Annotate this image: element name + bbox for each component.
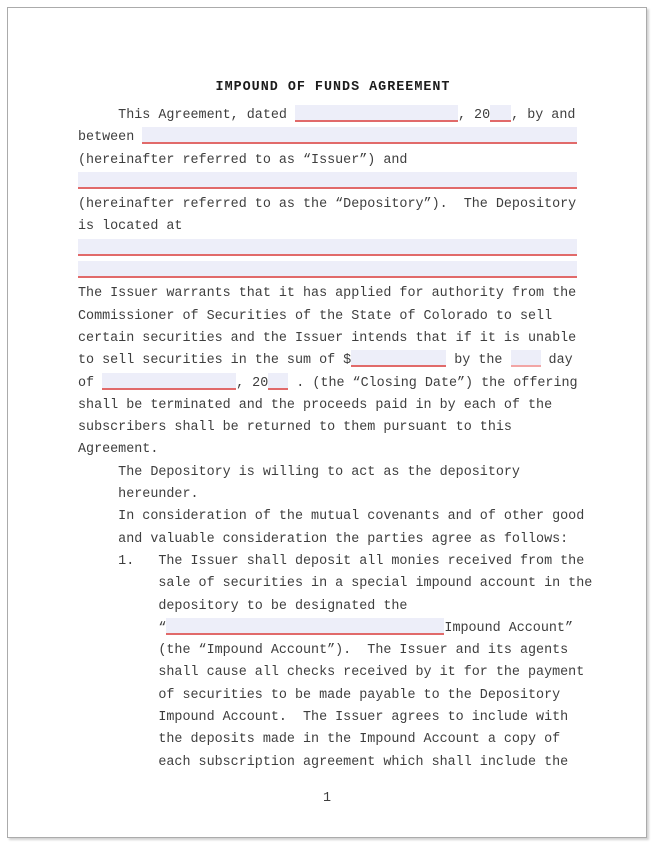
text-run: between (78, 130, 143, 146)
fill-in-blank[interactable] (166, 618, 444, 635)
document-line (78, 640, 584, 662)
text-run: sale of securities in a special impound account in the (78, 576, 593, 592)
document-line (78, 417, 584, 439)
text-run: depository to be designated the (78, 598, 408, 614)
text-run: . (the “Closing Date”) the offering (288, 375, 578, 391)
text-run: is located at (78, 219, 183, 235)
document-line (78, 707, 584, 729)
document-line (78, 752, 584, 774)
fill-in-blank[interactable] (102, 373, 236, 390)
document-line (78, 150, 584, 172)
document-line (78, 194, 584, 216)
fill-in-blank[interactable] (142, 127, 577, 144)
document-line (78, 216, 584, 238)
document-line (78, 105, 584, 127)
text-run: , 20 (457, 108, 491, 123)
text-run: In consideration of the mutual covenants and of other good (78, 509, 585, 525)
fill-in-blank[interactable] (78, 261, 577, 278)
document-line (78, 439, 584, 461)
text-run: (the “Impound Account”). The Issuer and its agents (78, 643, 569, 659)
text-run: “ (78, 620, 167, 636)
document-line (78, 729, 584, 751)
fill-in-blank[interactable] (490, 105, 511, 122)
text-run: 1. The Issuer shall deposit all monies received from the (78, 553, 585, 569)
document-line (78, 573, 593, 595)
text-run: subscribers shall be returned to them pursuant to this (78, 420, 512, 436)
text-run: (hereinafter referred to as “Issuer”) and (78, 152, 408, 168)
page-number: 1 (322, 790, 332, 806)
text-run: This Agreement, dated (78, 108, 295, 123)
text-run: each subscription agreement which shall include the (78, 754, 569, 770)
text-run: certain securities and the Issuer intends that if it is unable (78, 330, 577, 346)
document-line (78, 306, 584, 328)
text-run: day (540, 353, 573, 369)
text-run: , by and (511, 108, 576, 123)
text-run: , 20 (236, 375, 269, 391)
document-page (7, 7, 647, 838)
fill-in-blank[interactable] (78, 239, 577, 256)
fill-in-blank[interactable] (268, 373, 288, 390)
fill-in-blank[interactable] (511, 350, 541, 367)
document-line (78, 462, 584, 484)
document-line (78, 395, 584, 417)
fill-in-blank[interactable] (295, 105, 458, 122)
document-line (78, 618, 584, 640)
document-line (78, 328, 584, 350)
text-run: (hereinafter referred to as the “Depository”). The Depository (78, 197, 577, 213)
text-run: shall be terminated and the proceeds paid in by each of the (78, 397, 553, 413)
document-line (78, 239, 584, 261)
document-line (78, 127, 584, 149)
text-run: of securities to be made payable to the Depository (78, 687, 561, 703)
text-run: The Depository is willing to act as the depository (78, 464, 520, 480)
text-run: by the (446, 353, 511, 369)
text-run: shall cause all checks received by it for the payment (78, 665, 585, 681)
document-line (78, 662, 584, 684)
document-line (78, 685, 584, 707)
fill-in-blank[interactable] (78, 172, 577, 189)
document-line (78, 172, 584, 194)
document-line (78, 506, 584, 528)
text-run: hereunder. (78, 487, 199, 503)
document-line (78, 529, 584, 551)
document-lines (78, 105, 593, 774)
document-line (78, 350, 584, 372)
document-line (78, 373, 584, 395)
document-line (78, 484, 584, 506)
document-line (78, 261, 584, 283)
text-run: Impound Account. The Issuer agrees to include with (78, 710, 569, 726)
document-title: IMPOUND OF FUNDS AGREEMENT (215, 80, 451, 95)
text-run: Agreement. (78, 442, 159, 458)
fill-in-blank[interactable] (351, 350, 446, 367)
text-run: of (78, 375, 103, 391)
text-run: and valuable consideration the parties agree as follows: (78, 531, 569, 547)
document-line (78, 596, 584, 618)
text-run: The Issuer warrants that it has applied for authority from the (78, 286, 577, 302)
document-line (78, 551, 584, 573)
document-line (78, 283, 584, 305)
text-run: Impound Account” (444, 620, 573, 636)
text-run: to sell securities in the sum of $ (78, 353, 352, 369)
text-run: Commissioner of Securities of the State of Colorado to sell (78, 308, 553, 324)
text-run: the deposits made in the Impound Account a copy of (78, 732, 561, 748)
